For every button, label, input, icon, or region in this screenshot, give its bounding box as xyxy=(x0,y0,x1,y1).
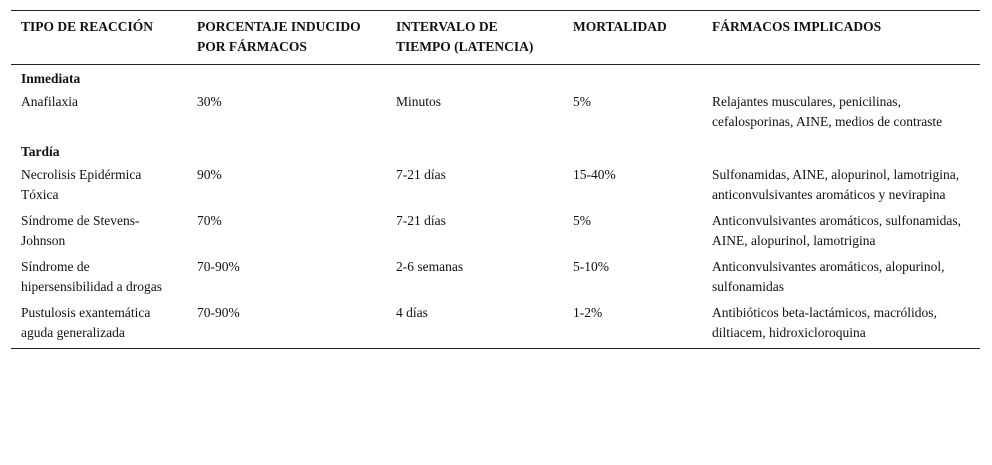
cell-farmacos: Relajantes musculares, penicilinas, cefalosporinas, AINE, medios de contraste xyxy=(712,94,943,129)
header-intervalo: INTERVALO DE TIEMPO (LATENCIA) xyxy=(396,19,534,54)
cell-mortalidad: 5% xyxy=(573,94,591,109)
table-row xyxy=(11,164,980,210)
cell-porcentaje: 70% xyxy=(197,213,222,228)
table-row xyxy=(11,210,980,256)
cell-intervalo: 4 días xyxy=(396,305,428,320)
cell-farmacos: Sulfonamidas, AINE, alopurinol, lamotrigina, anticonvulsivantes aromáticos y nevirapina xyxy=(712,167,960,202)
table-header xyxy=(11,11,980,65)
header-farmacos: FÁRMACOS IMPLICADOS xyxy=(712,19,882,34)
cell-mortalidad: 5% xyxy=(573,213,591,228)
cell-porcentaje: 30% xyxy=(197,94,222,109)
header-row xyxy=(11,11,980,65)
cell-tipo: Anafilaxia xyxy=(21,94,78,109)
cell-tipo: Síndrome de hipersensibilidad a drogas xyxy=(21,259,162,294)
table-row xyxy=(11,302,980,349)
cell-farmacos: Anticonvulsivantes aromáticos, sulfonamidas, AINE, alopurinol, lamotrigina xyxy=(712,213,961,248)
cell-porcentaje: 70-90% xyxy=(197,305,240,320)
table-body xyxy=(11,65,980,349)
cell-mortalidad: 5-10% xyxy=(573,259,609,274)
group-label: Inmediata xyxy=(21,71,81,86)
group-row xyxy=(11,65,980,92)
cell-tipo: Síndrome de Stevens-Johnson xyxy=(21,213,140,248)
cell-porcentaje: 90% xyxy=(197,167,222,182)
header-porcentaje: PORCENTAJE INDUCIDO POR FÁRMACOS xyxy=(197,19,361,54)
cell-intervalo: Minutos xyxy=(396,94,442,109)
cell-porcentaje: 70-90% xyxy=(197,259,240,274)
cell-intervalo: 7-21 días xyxy=(396,213,446,228)
cell-farmacos: Antibióticos beta-lactámicos, macrólidos, diltiacem, hidroxicloroquina xyxy=(712,305,937,340)
cell-tipo: Necrolisis Epidérmica Tóxica xyxy=(21,167,142,202)
cell-mortalidad: 15-40% xyxy=(573,167,616,182)
cell-mortalidad: 1-2% xyxy=(573,305,603,320)
drug-reaction-table xyxy=(11,10,980,349)
table-row xyxy=(11,91,980,138)
group-row xyxy=(11,138,980,164)
group-label: Tardía xyxy=(21,144,60,159)
cell-intervalo: 7-21 días xyxy=(396,167,446,182)
header-tipo: TIPO DE REACCIÓN xyxy=(21,19,154,34)
cell-farmacos: Anticonvulsivantes aromáticos, alopurinol, sulfonamidas xyxy=(712,259,945,294)
table-row xyxy=(11,256,980,302)
cell-intervalo: 2-6 semanas xyxy=(396,259,464,274)
header-mortalidad: MORTALIDAD xyxy=(573,19,667,34)
cell-tipo: Pustulosis exantemática aguda generalizada xyxy=(21,305,151,340)
